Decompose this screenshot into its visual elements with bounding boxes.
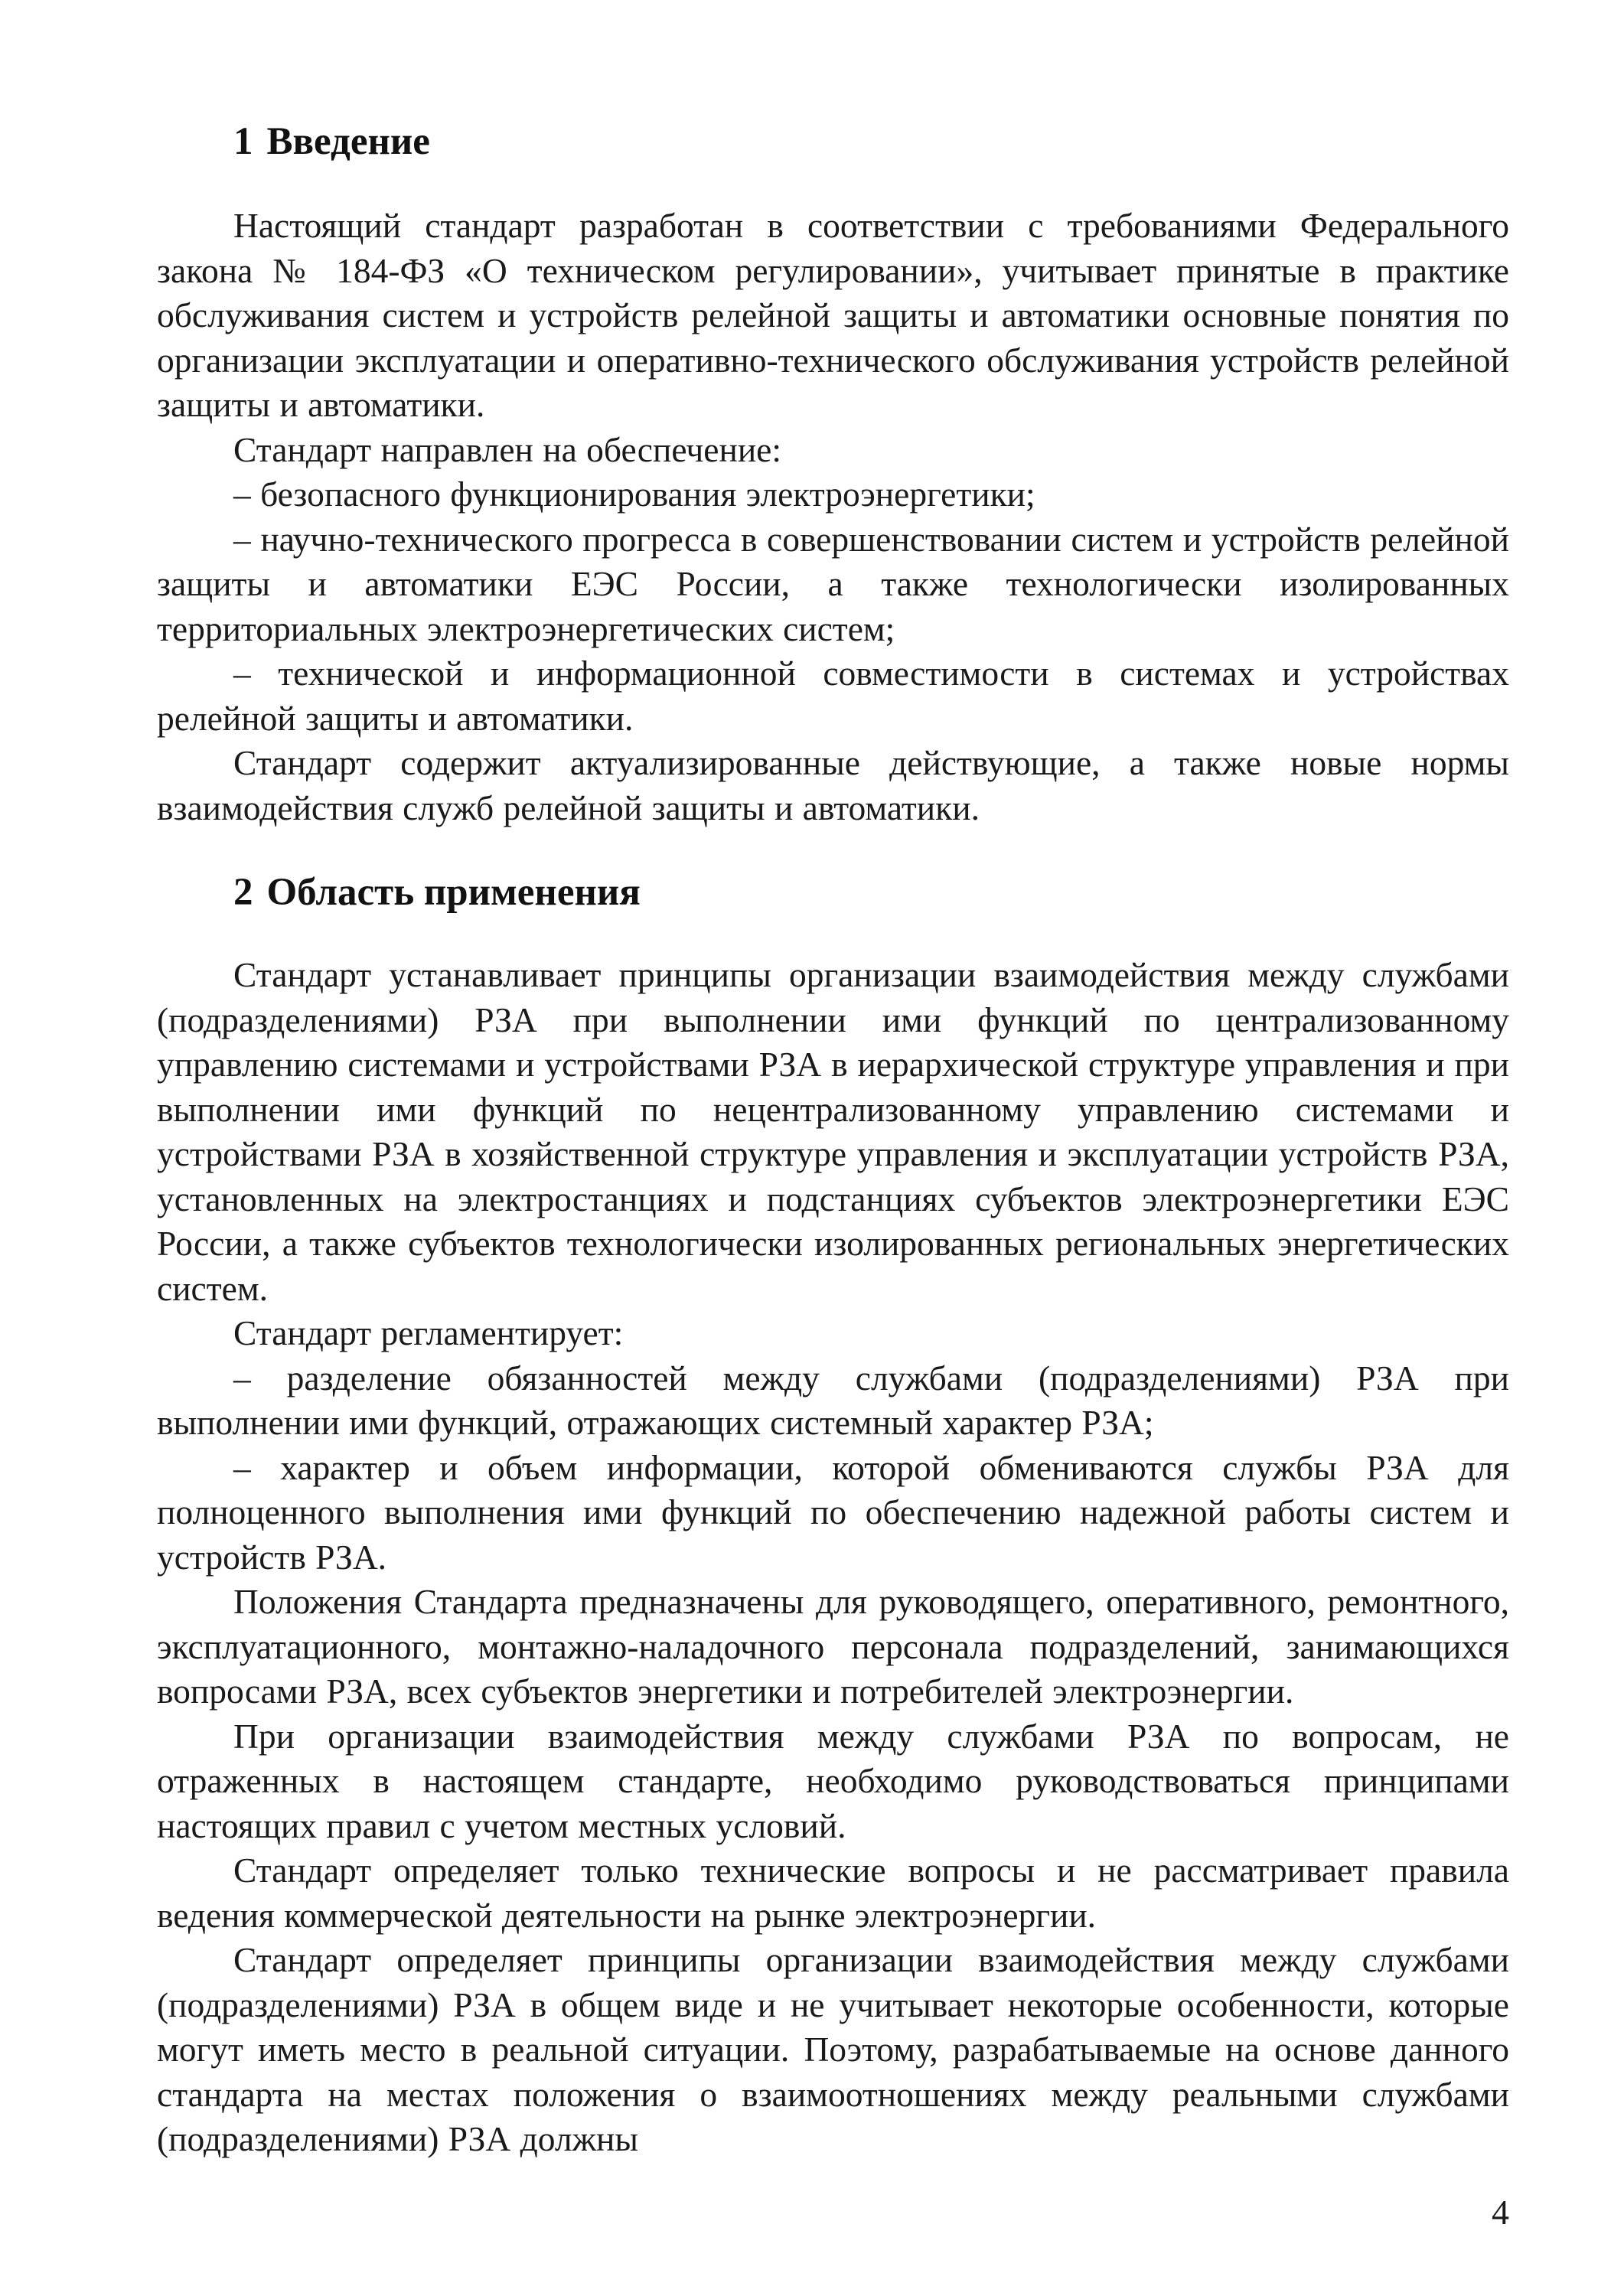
section-number: 1: [233, 120, 253, 163]
page-content: [157, 115, 1509, 2162]
paragraph: Стандарт определяет принципы организации взаимодействия между службами (подразделениями) РЗА в общем виде и не учитывает некоторые особенности, которые могут иметь место в реальной ситуации. Поэтому, разрабатываемые на основе данного стандарта на местах положения о взаимоотношениях между реальными службами (подразделениями) РЗА должны: [157, 1940, 1509, 2158]
paragraph: Стандарт направлен на обеспечение:: [233, 429, 782, 469]
paragraph: При организации взаимодействия между службами РЗА по вопросам, не отраженных в настоящем стандарте, необходимо руководствоваться принципами настоящих правил с учетом местных условий.: [157, 1716, 1509, 1845]
list-item: – научно-технического прогресса в совершенствовании систем и устройств релейной защиты и автоматики ЕЭС России, а также технологически изолированных территориальных электроэнергетических систем;: [157, 519, 1509, 648]
section-number: 2: [233, 871, 253, 914]
paragraph: Настоящий стандарт разработан в соответствии с требованиями Федерального закона № 184-ФЗ «О техническом регулировании», учитывает принятые в практике обслуживания систем и устройств релейной защиты и автоматики основные понятия по организации эксплуатации и оперативно-технического обслуживания устройств релейной защиты и автоматики.: [157, 206, 1509, 424]
paragraph: Положения Стандарта предназначены для руководящего, оперативного, ремонтного, эксплуатационного, монтажно-наладочного персонала подразделений, занимающихся вопросами РЗА, всех субъектов энергетики и потребителей электроэнергии.: [157, 1582, 1509, 1711]
section-introduction: [157, 115, 1509, 830]
paragraph: Стандарт определяет только технические вопросы и не рассматривает правила ведения коммерческой деятельности на рынке электроэнергии.: [157, 1851, 1509, 1935]
paragraph: Стандарт содержит актуализированные действующие, а также новые нормы взаимодействия служб релейной защиты и автоматики.: [157, 743, 1509, 827]
paragraph: Стандарт регламентирует:: [233, 1313, 624, 1352]
list-item: – характер и объем информации, которой обмениваются службы РЗА для полноценного выполнения ими функций по обеспечению надежной работы систем и устройств РЗА.: [157, 1447, 1509, 1577]
paragraph: Стандарт устанавливает принципы организации взаимодействия между службами (подразделениями) РЗА при выполнении ими функций по централизованному управлению системами и устройствами РЗА в иерархической структуре управления и при выполнении ими функций по нецентрализованному управлению системами и устройствами РЗА в хозяйственной структуре управления и эксплуатации устройств РЗА, установленных на электростанциях и подстанциях субъектов электроэнергетики ЕЭС России, а также субъектов технологически изолированных региональных энергетических систем.: [157, 955, 1509, 1308]
section-title: Область применения: [266, 871, 641, 914]
section-title: Введение: [266, 120, 430, 163]
section-scope: [157, 866, 1509, 2162]
section-heading: [157, 115, 1509, 168]
list-item: – безопасного функционирования электроэнергетики;: [233, 475, 1035, 514]
list-item: – технической и информационной совместимости в системах и устройствах релейной защиты и автоматики.: [157, 654, 1509, 738]
list-item: – разделение обязанностей между службами (подразделениями) РЗА при выполнении ими функций, отражающих системный характер РЗА;: [157, 1358, 1509, 1442]
page-number: 4: [1492, 2193, 1509, 2232]
section-heading: [157, 866, 1509, 919]
